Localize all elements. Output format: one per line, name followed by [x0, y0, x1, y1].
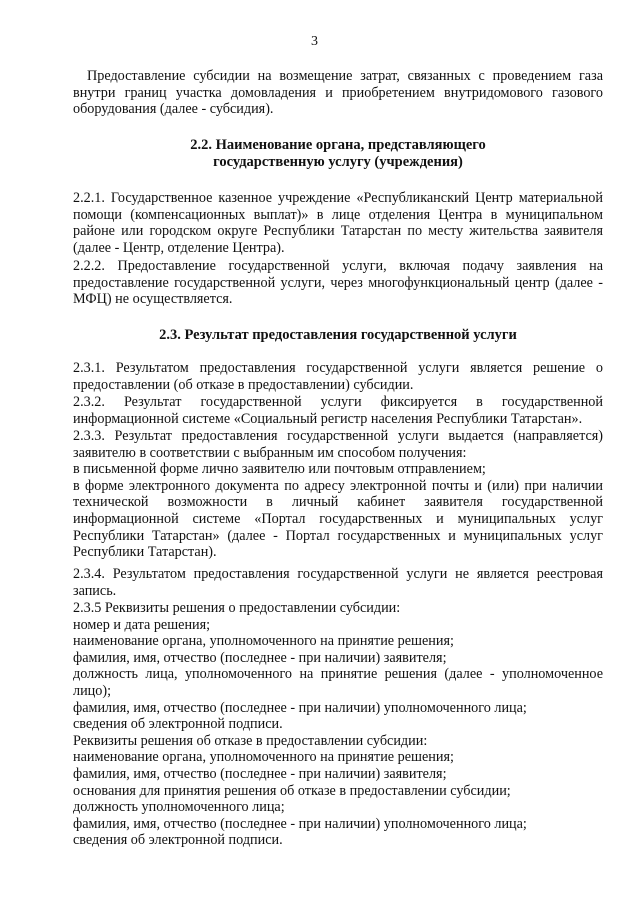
- paragraph-2-3-2: [73, 394, 603, 427]
- paragraph-2-2-2: [73, 258, 603, 308]
- paragraph-2-3-2-text: 2.3.2. Результат государственной услуги фиксируется в государственной информационной системе «Социальный регистр населения Республики Татарстан».: [73, 394, 603, 427]
- section-2-3-heading-text: 2.3. Результат предоставления государственной услуги: [159, 327, 517, 343]
- paragraph-2-3-3-option-a: в письменной форме лично заявителю или почтовым отправлением;: [73, 461, 486, 478]
- section-2-3-heading: [73, 327, 603, 344]
- list-item: фамилия, имя, отчество (последнее - при наличии) уполномоченного лица;: [73, 815, 527, 832]
- paragraph-2-3-3-option-b: в форме электронного документа по адресу электронной почты и (или) при наличии технической возможности в личный кабинет заявителя государственной информационной системе «Портал государственных и муниципальных услуг Республики Татарстан» (далее - Портал государственных и муниципальных услуг Республики Татарстан).: [73, 477, 603, 561]
- paragraph-2-3-3: [73, 428, 603, 561]
- paragraph-2-2-1-text: 2.2.1. Государственное казенное учреждение «Республиканский Центр материальной помощи (компенсационных выплат)» в лице отделения Центра в муниципальном районе или городском округе Республики Татарстан по месту жительства заявителя (далее - Центр, отделение Центра).: [73, 190, 603, 256]
- list-item: основания для принятия решения об отказе в предоставлении субсидии;: [73, 782, 511, 799]
- paragraph-2-3-4: [73, 566, 603, 599]
- list-item: фамилия, имя, отчество (последнее - при наличии) заявителя;: [73, 649, 447, 666]
- intro-text: Предоставление субсидии на возмещение затрат, связанных с проведением газа внутри границ участка домовладения и приобретением внутридомового газового оборудования (далее - субсидия).: [73, 68, 603, 118]
- paragraph-2-3-5: [73, 600, 603, 849]
- list-item: фамилия, имя, отчество (последнее - при наличии) заявителя;: [73, 765, 447, 782]
- paragraph-2-2-2-text: 2.2.2. Предоставление государственной услуги, включая подачу заявления на предоставление государственной услуги, через многофункциональный центр (далее - МФЦ) не осуществляется.: [73, 258, 603, 308]
- page-number: 3: [311, 34, 318, 49]
- paragraph-2-3-5-text: 2.3.5 Реквизиты решения о предоставлении субсидии:: [73, 600, 401, 616]
- list-item: сведения об электронной подписи.: [73, 832, 283, 849]
- paragraph-2-2-1: [73, 190, 603, 256]
- section-2-2-heading: [73, 137, 603, 171]
- section-2-2-heading-line2: государственную услугу (учреждения): [213, 154, 463, 170]
- list-item: наименование органа, уполномоченного на принятие решения;: [73, 633, 454, 650]
- list-item: номер и дата решения;: [73, 616, 211, 633]
- paragraph-2-3-3-text: 2.3.3. Результат предоставления государственной услуги выдается (направляется) заявителю в соответствии с выбранным им способом получения:: [73, 428, 603, 461]
- list-item: должность лица, уполномоченного на принятие решения (далее - уполномоченное лицо);: [73, 666, 603, 699]
- paragraph-2-3-1-text: 2.3.1. Результатом предоставления государственной услуги является решение о предоставлении (об отказе в предоставлении) субсидии.: [73, 360, 603, 393]
- intro-paragraph: [73, 68, 603, 118]
- negative-requisites-heading: Реквизиты решения об отказе в предоставлении субсидии:: [73, 732, 428, 749]
- list-item: фамилия, имя, отчество (последнее - при наличии) уполномоченного лица;: [73, 699, 527, 716]
- paragraph-2-3-4-text: 2.3.4. Результатом предоставления государственной услуги не является реестровая запись.: [73, 566, 603, 599]
- list-item: должность уполномоченного лица;: [73, 799, 285, 816]
- paragraph-2-3-1: [73, 360, 603, 393]
- section-2-2-heading-line1: 2.2. Наименование органа, представляющего: [190, 137, 486, 153]
- list-item: сведения об электронной подписи.: [73, 716, 283, 733]
- list-item: наименование органа, уполномоченного на принятие решения;: [73, 749, 454, 766]
